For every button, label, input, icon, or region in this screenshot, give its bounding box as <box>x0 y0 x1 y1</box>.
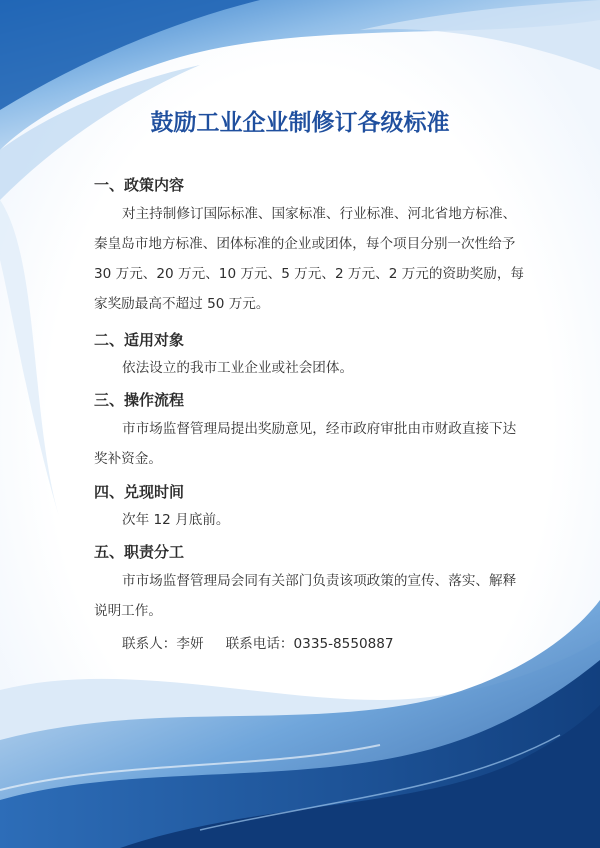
section-heading-redemption-time: 四、兑现时间 <box>94 483 185 501</box>
contact-person: 李妍 <box>176 636 204 652</box>
section-heading-policy-content: 一、政策内容 <box>94 176 185 194</box>
document-title: 鼓励工业企业制修订各级标准 <box>150 109 450 136</box>
section-heading-applicable-objects: 二、适用对象 <box>94 331 185 349</box>
contact-line <box>122 629 394 659</box>
contact-person-label: 联系人： <box>122 636 177 652</box>
section-body-responsibility: 市市场监督管理局会同有关部门负责该项政策的宣传、落实、解释说明工作。 <box>94 573 517 619</box>
section-body-redemption-time: 次年 12 月底前。 <box>122 512 230 528</box>
section-body-applicable-objects: 依法设立的我市工业企业或社会团体。 <box>122 360 354 376</box>
contact-phone-label: 联系电话： <box>225 636 294 652</box>
contact-phone: 0335-8550887 <box>293 636 394 652</box>
section-heading-responsibility: 五、职责分工 <box>94 543 185 561</box>
section-body-policy-content: 对主持制修订国际标准、国家标准、行业标准、河北省地方标准、秦皇岛市地方标准、团体标准的企业或团体，每个项目分别一次性给予 30 万元、20 万元、10 万元、5 万元、2 万元、2 万元的资助奖励，每家奖励最高不超过 50 万元。 <box>94 206 525 312</box>
section-body-operation-process: 市市场监督管理局提出奖励意见，经市政府审批由市财政直接下达奖补资金。 <box>94 421 517 467</box>
section-heading-operation-process: 三、操作流程 <box>94 391 185 409</box>
